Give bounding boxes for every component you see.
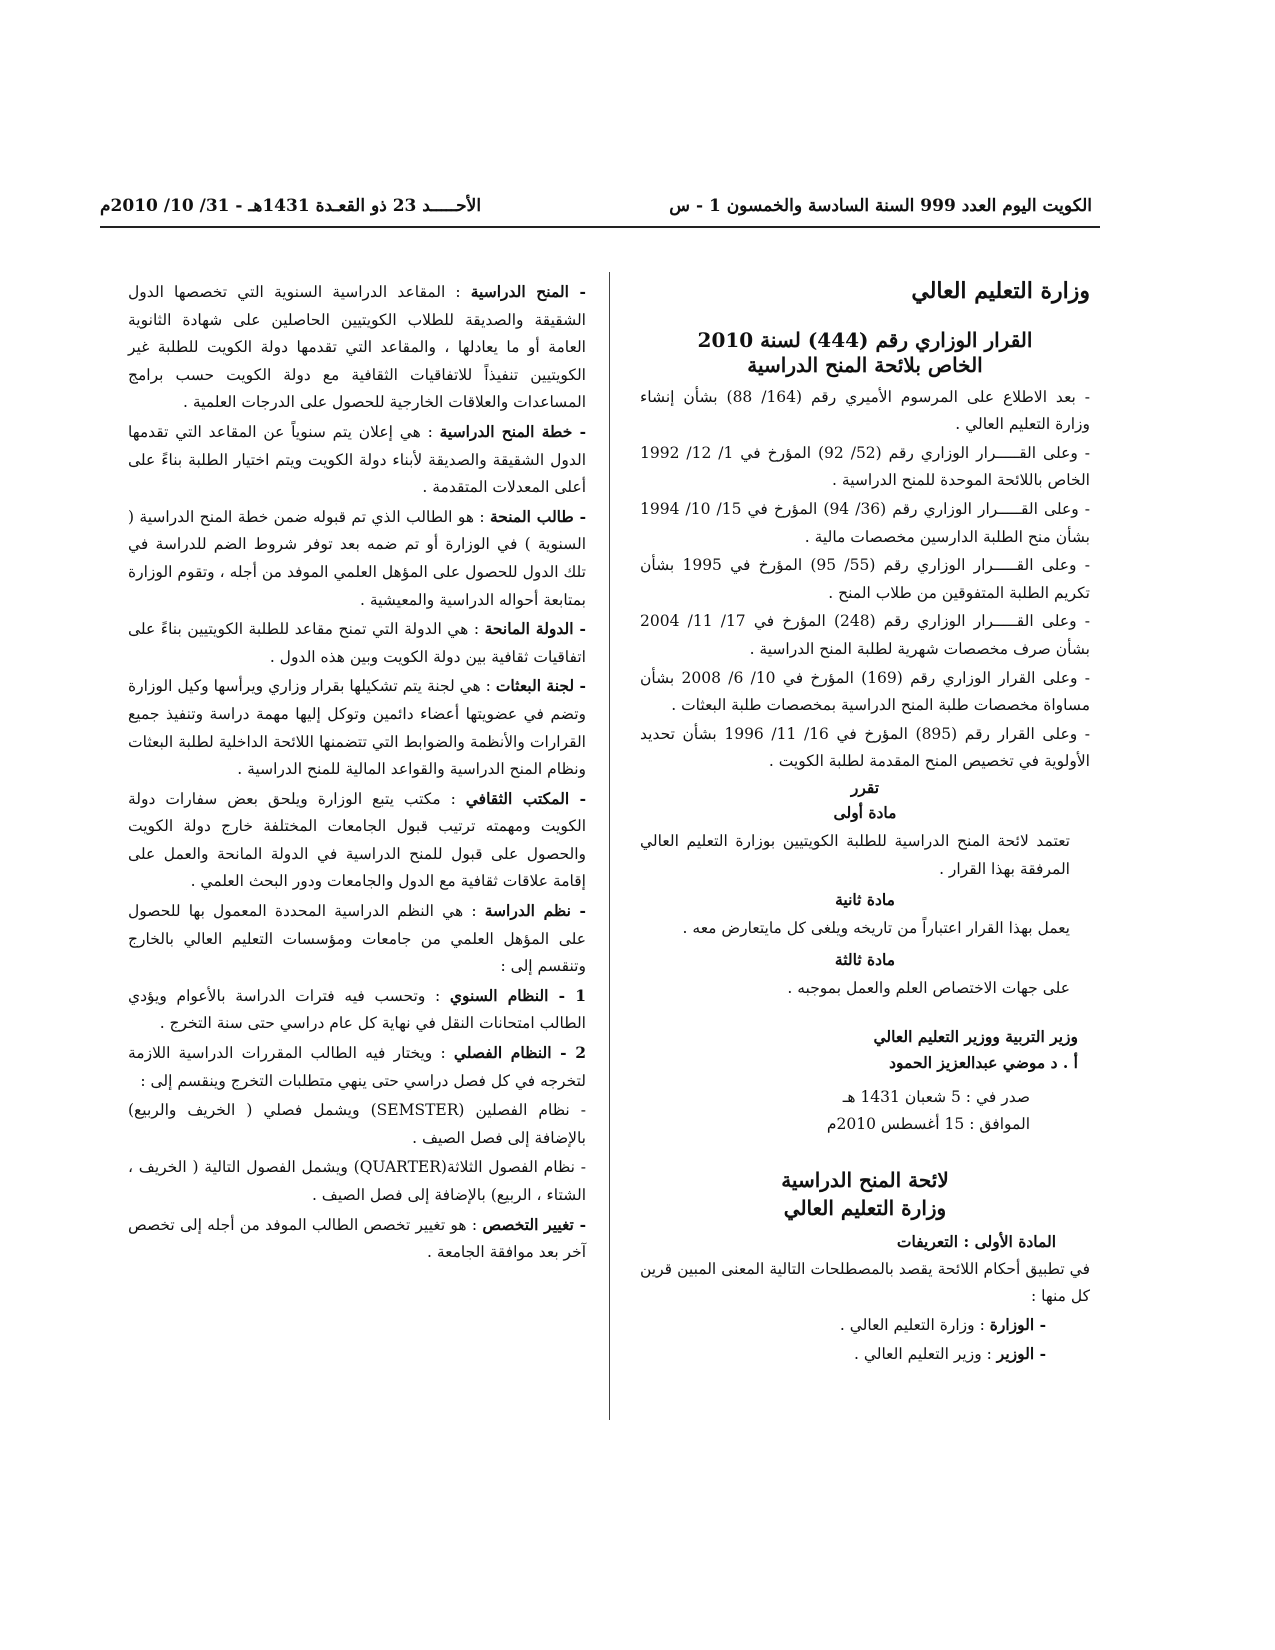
definition-text: : مكتب يتبع الوزارة ويلحق بعض سفارات دولة الكويت ومهمته ترتيب قبول الجامعات المختلفة خارج دولة الكويت والحصول على قبول للمنح الدراسية في الدولة المانحة والعمل على إقامة علاقات ثقافية مع الدول والجامعات ودور البحث العلمي . <box>128 789 586 891</box>
gazette-date: الأحـــــد 23 ذو القعـدة 1431هـ - 31/ 10/ 2010م <box>100 196 482 216</box>
definition-item <box>128 615 586 671</box>
definition-text: : وزير التعليم العالي . <box>853 1344 997 1363</box>
left-column <box>128 278 586 1268</box>
article-1-heading: مادة أولى <box>833 802 897 822</box>
definition-text: : هو تغيير تخصص الطالب الموفد من أجله إلى تخصص آخر بعد موافقة الجامعة . <box>128 1215 586 1262</box>
article-2-text: يعمل بهذا القرار اعتباراً من تاريخه ويلغى كل مايتعارض معه . <box>682 919 1070 938</box>
definition-text: : هي النظم الدراسية المحددة المعمول بها للحصول على المؤهل العلمي من جامعات ومؤسسات التعليم العالي بالخارج وتنقسم إلى : <box>128 902 586 976</box>
recital: - وعلى القـــــرار الوزاري رقم (36/ 94) المؤرخ في 15/ 10/ 1994 بشأن منح الطلبة الدارسين مخصصات مالية . <box>640 499 1090 546</box>
definition-item <box>128 418 586 502</box>
decision-title-line-1: القرار الوزاري رقم (444) لسنة 2010 <box>697 327 1033 352</box>
page-header <box>100 192 1100 228</box>
minister-name: أ . د موضي عبدالعزيز الحمود <box>889 1053 1078 1073</box>
issue-date-block <box>640 1084 1030 1138</box>
definition-text: : هي لجنة يتم تشكيلها بقرار وزاري ويرأسها وكيل الوزارة وتضم في عضويتها أعضاء دائمين وتوكل إليها مهمة دراسة وتنفيذ جميع القرارات والأنظمة والضوابط التي تتضمنها اللائحة الداخلية لطلبة البعثات ونظام المنح الدراسية والقواعد المالية للمنح الدراسية . <box>128 677 586 779</box>
definition-term: - الوزير <box>996 1343 1046 1363</box>
decides-heading: تقرر <box>850 777 880 797</box>
column-divider <box>609 272 610 1420</box>
definition-term: - خطة المنح الدراسية <box>439 421 586 441</box>
definition-item <box>128 1096 586 1152</box>
definition-item <box>128 672 586 783</box>
definition-text: : وزارة التعليم العالي . <box>839 1316 990 1335</box>
definition-text: : وتحسب فيه فترات الدراسة بالأعوام ويؤدي الطالب امتحانات النقل في نهاية كل عام دراسي حتى سنة التخرج . <box>128 986 586 1033</box>
decision-title-line-2: الخاص بلائحة المنح الدراسية <box>747 352 983 377</box>
definition-term: 2 - النظام الفصلي <box>453 1043 586 1063</box>
definition-text: : المقاعد الدراسية السنوية التي تخصصها الدول الشقيقة والصديقة للطلاب الكويتيين الحاصلين على شهادة الثانوية العامة أو ما يعادلها ، والمقاعد التي تقدمها دولة الكويت للطلبة غير الكويتيين تنفيذاً للاتفاقيات الثقافية مع دولة الكويت حسب برامج المساعدات والعلاقات الخارجية للحصول على الدرجات العلمية . <box>128 283 586 412</box>
definitions-intro: في تطبيق أحكام اللائحة يقصد بالمصطلحات التالية المعنى المبين قرين كل منها : <box>640 1259 1090 1306</box>
definition-term: - الوزارة <box>989 1315 1046 1335</box>
definition-item <box>128 1211 586 1267</box>
definition-term: - نظم الدراسة <box>484 901 586 921</box>
definition-term: - لجنة البعثات <box>495 676 586 696</box>
definition-item <box>128 278 586 417</box>
regulations-title-line-1: لائحة المنح الدراسية <box>781 1168 949 1193</box>
decision-title <box>640 328 1090 378</box>
definition-item <box>128 897 586 981</box>
recital: - بعد الاطلاع على المرسوم الأميري رقم (164/ 88) بشأن إنشاء وزارة التعليم العالي . <box>640 387 1091 434</box>
definition-item <box>128 1039 586 1095</box>
recital: - وعلى القرار الوزاري رقم (169) المؤرخ في 10/ 6/ 2008 بشأن مساواة مخصصات طلبة المنح الدراسية بمخصصات طلبة البعثات . <box>640 668 1090 715</box>
article-2-heading: مادة ثانية <box>835 890 895 910</box>
regulations-title-line-2: وزارة التعليم العالي <box>783 1196 947 1221</box>
definition-item <box>128 1153 586 1209</box>
definition-text: - نظام الفصول الثلاثة(QUARTER) ويشمل الفصول التالية ( الخريف ، الشتاء ، الربيع) بالإضافة إلى فصل الصيف . <box>128 1158 586 1204</box>
definition-text: : هو الطالب الذي تم قبوله ضمن خطة المنح الدراسية ( السنوية ) في الوزارة أو تم ضمه بعد توفر شروط الضم للدراسة في تلك الدول للحصول على المؤهل العلمي الموفد من أجله ، وتقوم الوزارة بمتابعة أحواله الدراسية والمعيشية . <box>128 507 586 609</box>
definition-item <box>128 503 586 614</box>
definition-term: 1 - النظام السنوي <box>449 985 586 1005</box>
definition-term: - الدولة المانحة <box>484 619 586 639</box>
definition-text: : ويختار فيه الطالب المقررات الدراسية اللازمة لتخرجه في كل فصل دراسي حتى ينهي متطلبات التخرج وينقسم إلى : <box>128 1044 586 1090</box>
signature-block <box>640 1024 1078 1076</box>
recital: - وعلى القـــــرار الوزاري رقم (55/ 95) المؤرخ في 1995 بشأن تكريم الطلبة المتفوقين من طلاب المنح . <box>640 556 1090 602</box>
recital: - وعلى القرار رقم (895) المؤرخ في 16/ 11/ 1996 بشأن تحديد الأولوية في تخصيص المنح المقدمة لطلبة الكويت . <box>640 724 1091 771</box>
definition-text: : هي الدولة التي تمنح مقاعد للطلبة الكويتيين بناءً على اتفاقيات ثقافية بين دولة الكويت وبين هذه الدول . <box>128 620 586 666</box>
definition-term: - المكتب الثقافي <box>465 788 586 808</box>
issued-date: صدر في : 5 شعبان 1431 هـ <box>842 1088 1030 1107</box>
definition-term: - طالب المنحة <box>489 506 586 526</box>
definition-item <box>128 982 586 1038</box>
definition-text: - نظام الفصلين (SEMSTER) ويشمل فصلي ( الخريف والربيع) بالإضافة إلى فصل الصيف . <box>128 1101 586 1147</box>
definition-item <box>640 1340 1046 1369</box>
article-3-heading: مادة ثالثة <box>834 949 896 969</box>
definitions-heading: المادة الأولى : التعريفات <box>896 1232 1056 1252</box>
definition-term: - تغيير التخصص <box>482 1214 586 1234</box>
recital: - وعلى القـــــرار الوزاري رقم (248) المؤرخ في 17/ 11/ 2004 بشأن صرف مخصصات شهرية لطلبة المنح الدراسية . <box>640 612 1090 658</box>
minister-title: وزير التربية ووزير التعليم العالي <box>873 1027 1078 1047</box>
gazette-issue-info: الكويت اليوم العدد 999 السنة السادسة والخمسون 1 - س <box>669 196 1092 216</box>
article-1-text: تعتمد لائحة المنح الدراسية للطلبة الكويتيين بوزارة التعليم العالي المرفقة بهذا القرار . <box>640 831 1070 878</box>
ministry-name: وزارة التعليم العالي <box>911 278 1090 304</box>
article-3-text: على جهات الاختصاص العلم والعمل بموجبه . <box>787 978 1070 997</box>
right-column <box>640 278 1090 1368</box>
definition-text: : هي إعلان يتم سنوياً عن المقاعد التي تقدمها الدول الشقيقة والصديقة لأبناء دولة الكويت ويتم اختيار الطلبة بناءً على أعلى المعدلات المتقدمة . <box>128 422 586 497</box>
recital: - وعلى القـــــرار الوزاري رقم (52/ 92) المؤرخ في 1/ 12/ 1992 الخاص باللائحة الموحدة للمنح الدراسية . <box>640 443 1090 490</box>
definition-item <box>640 1311 1046 1340</box>
definition-term: - المنح الدراسية <box>470 282 586 301</box>
regulations-title <box>640 1166 1090 1222</box>
definition-item <box>128 785 586 896</box>
recitals <box>640 384 1090 776</box>
corresponding-date: الموافق : 15 أغسطس 2010م <box>826 1115 1030 1134</box>
